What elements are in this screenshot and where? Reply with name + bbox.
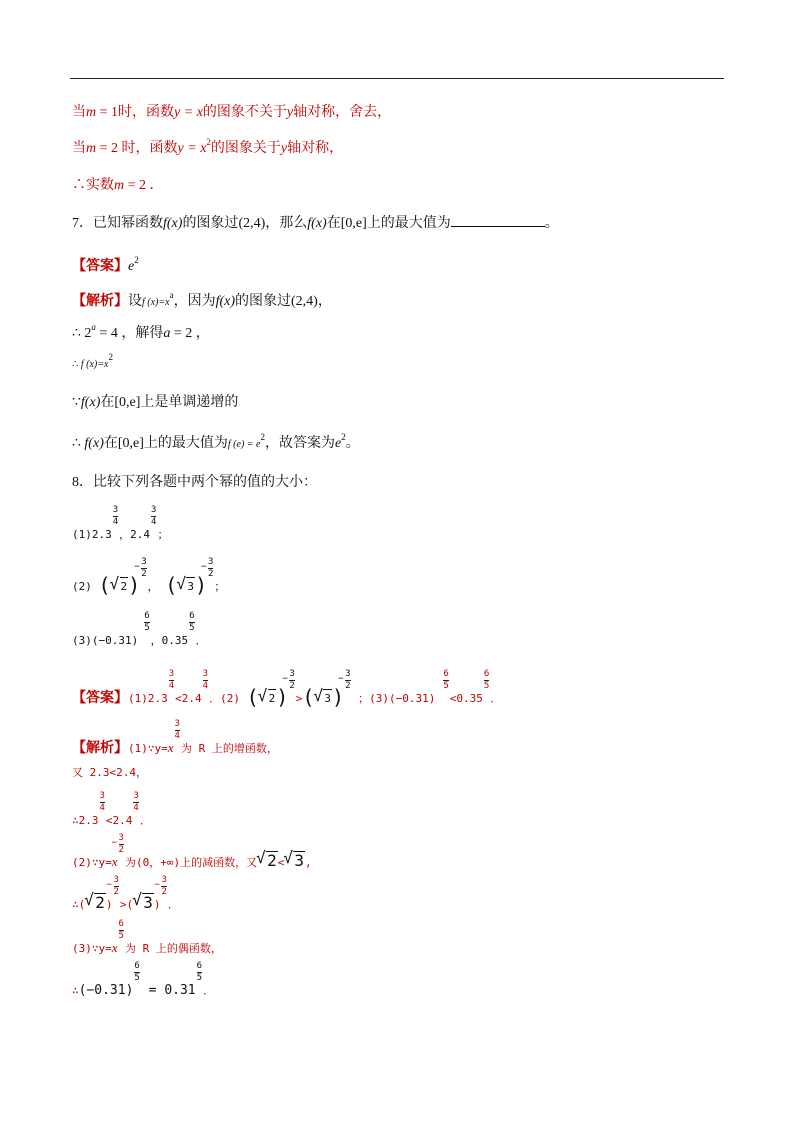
solution-tag: 【解析】 — [72, 741, 128, 756]
solution-8-line5: ∴(√ 2) − $\frac{3}{2}$ >(√ 3) − $\frac{3}{2}$ ． — [72, 890, 179, 914]
solution-8-line3: ∴2.3 $\frac{3}{4}$ <2.4 $\frac{3}{4}$ ． — [72, 791, 151, 827]
solution-8-line2: 又 2.3<2.4， — [72, 766, 147, 779]
answer-tag: 【答案】 — [72, 259, 128, 274]
line-m2: 当m = 2 时，函数$y = x^2$的图象关于y轴对称， — [72, 137, 344, 156]
solution-7-line2: ∴ $2^a = 4$ ，解得a = 2 ， — [72, 322, 210, 341]
solution-7-line3: ∴ f $(x)=x^2$ — [72, 352, 113, 370]
answer-blank — [451, 214, 545, 227]
solution-7-line1: 【解析】设f $(x)=x^a$，因为f(x)的图象过(2,4)， — [72, 290, 332, 309]
solution-8-part1: 【解析】(1)∵y=x $\frac{3}{4}$ 为 R 上的增函数， — [72, 719, 278, 756]
question-8-part1: (1)2.3 $\frac{3}{4}$ ，2.4 $\frac{3}{4}$ ； — [72, 505, 169, 541]
solution-7-line4: ∵f(x)在[0,e]上是单调递增的 — [72, 395, 239, 410]
line-m-conclusion: ∴实数m = 2 ． — [72, 178, 164, 193]
answer-7: 【答案】$e^2$ — [72, 255, 139, 274]
solution-8-part3: (3)∵y=x $\frac{6}{5}$ 为 R 上的偶函数， — [72, 919, 222, 955]
question-8-title: 8．比较下列各题中两个幂的值的大小： — [72, 475, 317, 490]
answer-8: 【答案】(1)2.3 $\frac{3}{4}$ <2.4 $\frac{3}{4}$ ．(2) (√ 2) − $\frac{3}{2}$ >(√ 3) − $\frac{3}{2}$ ；(3)(−0.31) $\frac{6}{5}$ <0.35 $\frac{6}{5}$ ． — [72, 684, 501, 708]
solution-tag: 【解析】 — [72, 294, 128, 309]
question-7: 7．已知幂函数f(x)的图象过(2,4)，那么f(x)在[0,e]上的最大值为 。 — [72, 216, 559, 231]
solution-7-line5: ∴ f(x)在[0,e]上的最大值为f $(e) = e^2$，故答案为$e^2$。 — [72, 432, 360, 451]
question-8-part3: (3)(−0.31) $\frac{6}{5}$ ，0.35 $\frac{6}{5}$ ． — [72, 611, 207, 647]
line-m1: 当m = 1时，函数y = x的图象不关于y轴对称，舍去， — [72, 105, 392, 120]
solution-8-line7: ∴(−0.31) $\frac{6}{5}$ = 0.31 $\frac{6}{5}$ ． — [72, 961, 215, 998]
question-8-part2: (2) (√ 2) − $\frac{3}{2}$ ， (√ 3) − $\frac{3}{2}$ ； — [72, 572, 225, 596]
solution-8-part2: (2)∵y=x − $\frac{3}{2}$ 为(0，+∞)上的减函数，又√ 2<√ 3, — [72, 848, 312, 872]
answer-tag: 【答案】 — [72, 691, 128, 706]
header-rule — [70, 78, 724, 79]
